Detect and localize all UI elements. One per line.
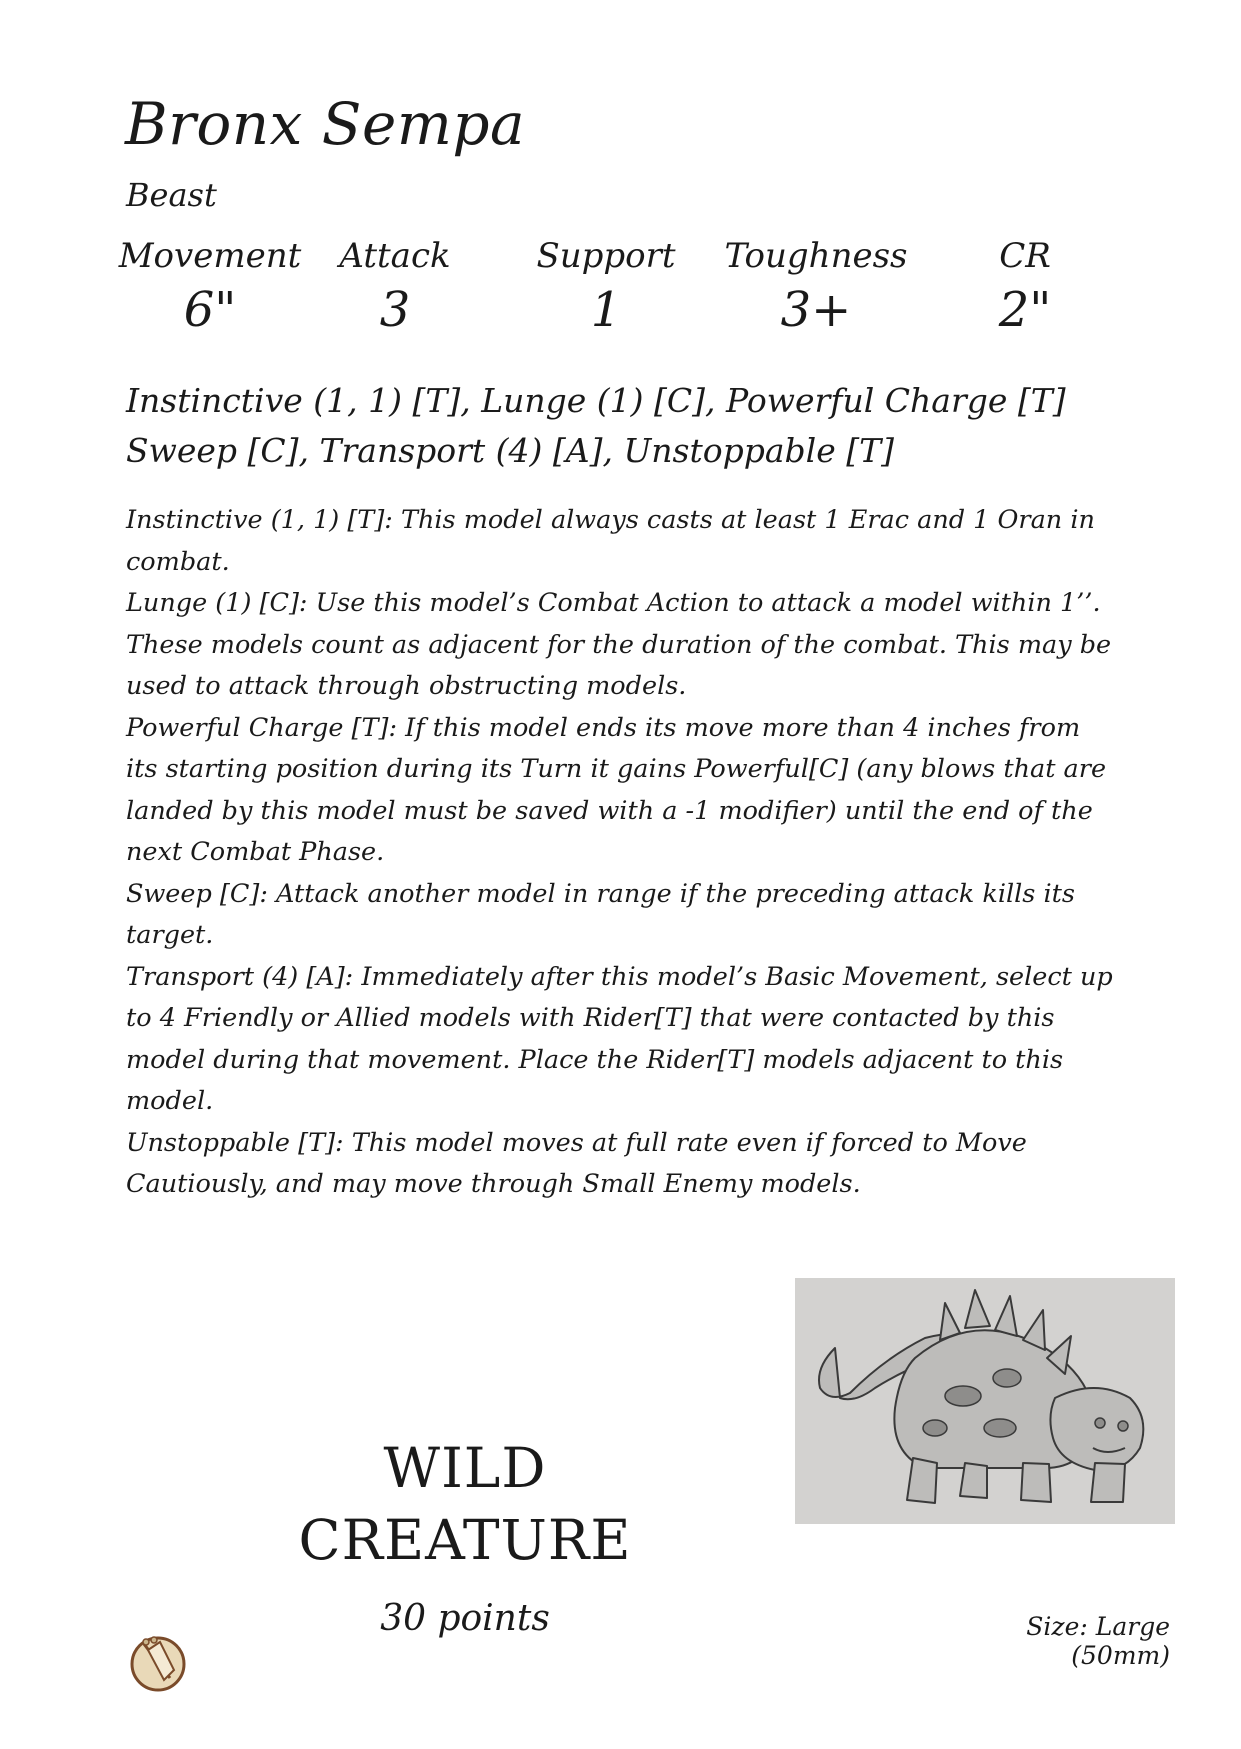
abilities-summary	[126, 376, 1066, 476]
stat-label: Movement	[118, 236, 302, 276]
faction-logo-icon	[126, 1630, 190, 1694]
abilities-line: Sweep [C], Transport (4) [A], Unstoppable [T]	[126, 431, 894, 470]
rule-unstoppable: Unstoppable [T]: This model moves at full rate even if forced to Move Cautiously, and may move through Small Enemy models.	[126, 1127, 1027, 1199]
rule-sweep: Sweep [C]: Attack another model in range if the preceding attack kills its target.	[126, 878, 1075, 950]
rule-transport: Transport (4) [A]: Immediately after this model’s Basic Movement, select up to 4 Friendly or Allied models with Rider[T] that were contacted by this model during that movement. Place the Rider[T] models adjacent to this model.	[126, 961, 1113, 1116]
stat-label: Toughness	[724, 236, 908, 276]
unit-name: Bronx Sempa	[125, 90, 526, 158]
rule-powerful-charge: Powerful Charge [T]: If this model ends its move more than 4 inches from its starting position during its Turn it gains Powerful[C] (any blows that are landed by this model must be saved with a -1 modifier) until the end of the next Combat Phase.	[126, 712, 1107, 867]
rules-text	[126, 500, 1116, 1206]
stat-support	[506, 236, 706, 338]
stat-label: Attack	[339, 236, 451, 276]
stat-label: CR	[999, 236, 1051, 276]
beast-illustration	[795, 1278, 1175, 1524]
abilities-line: Instinctive (1, 1) [T], Lunge (1) [C], Powerful Charge [T]	[126, 381, 1066, 420]
stat-value: 2"	[998, 282, 1052, 338]
rule-instinctive: Instinctive (1, 1) [T]: This model always casts at least 1 Erac and 1 Oran in combat.	[126, 505, 1095, 577]
logo-mark	[126, 1630, 190, 1694]
unit-type: Beast	[126, 176, 217, 214]
faction-line: CREATURE	[298, 1508, 632, 1572]
stat-attack	[295, 236, 495, 338]
base-size: Size: Large (50mm)	[1026, 1612, 1170, 1670]
stat-cr	[925, 236, 1125, 338]
stat-value: 3	[379, 282, 411, 338]
stat-value: 6"	[183, 282, 237, 338]
stat-label: Support	[536, 236, 676, 276]
stat-block	[110, 236, 1110, 346]
stat-value: 3+	[780, 282, 852, 338]
rule-lunge: Lunge (1) [C]: Use this model’s Combat Action to attack a model within 1’’. These models count as adjacent for the duration of the combat. This may be used to attack through obstructing models.	[126, 588, 1112, 701]
faction-line: WILD	[383, 1436, 547, 1500]
stat-movement	[110, 236, 310, 338]
points-cost: 30 points	[380, 1598, 550, 1639]
stat-toughness	[716, 236, 916, 338]
beast-sketch-icon	[795, 1278, 1175, 1524]
stat-value: 1	[590, 282, 622, 338]
faction-name	[270, 1432, 660, 1576]
